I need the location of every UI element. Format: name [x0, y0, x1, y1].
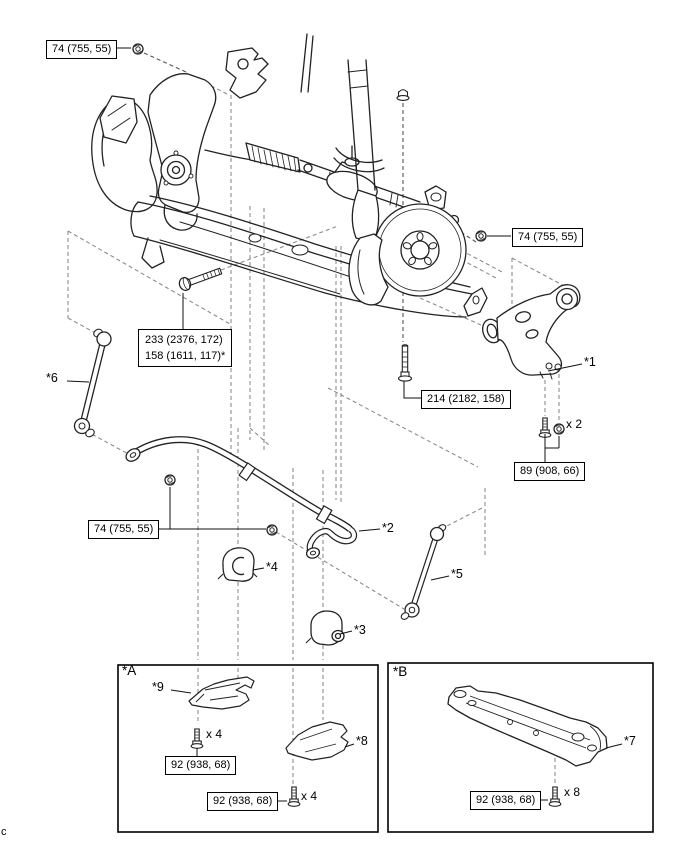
callout-inset-b-bolt: 92 (938, 68)	[470, 791, 541, 810]
bracket-9	[189, 677, 254, 709]
part-label-1: *1	[584, 355, 596, 369]
left-knuckle-brake-assembly	[92, 34, 313, 230]
bolt-inset-b	[549, 787, 561, 806]
figure-note: c	[1, 826, 7, 838]
callout-subframe-bolt: 214 (2182, 158)	[421, 390, 511, 409]
stabilizer-bar	[124, 440, 354, 560]
bolt-inset-a-left	[191, 729, 203, 748]
bolt-knuckle	[178, 265, 223, 292]
qty-inset-a-right: x 4	[301, 789, 318, 803]
qty-inset-b: x 8	[564, 785, 581, 799]
part-label-5: *5	[451, 567, 463, 581]
lower-control-arm	[480, 285, 580, 379]
nut-right	[476, 231, 486, 241]
inset-a-label: *A	[122, 663, 137, 678]
part-label-2: *2	[382, 521, 394, 535]
stabilizer-link-left	[75, 328, 112, 439]
callout-nut-top-left: 74 (755, 55)	[46, 40, 117, 59]
callout-stabilizer-nuts: 74 (755, 55)	[88, 520, 159, 539]
crossmember-brace	[448, 686, 607, 766]
flange-nut-top	[397, 90, 409, 101]
bolt-subframe	[399, 345, 412, 381]
callout-inset-a-bolt-left: 92 (938, 68)	[165, 756, 236, 775]
stabilizer-link-right	[400, 523, 447, 620]
inset-b-label: *B	[393, 664, 408, 679]
callout-nut-right: 74 (755, 55)	[512, 228, 583, 247]
part-label-8: *8	[356, 734, 368, 748]
nut-stabilizer-right	[267, 525, 277, 535]
part-label-4: *4	[266, 560, 278, 574]
callout-arm-bolt: 89 (908, 66)	[514, 462, 585, 481]
stabilizer-bushing-left	[218, 548, 257, 581]
callout-knuckle-bolt-line2: 158 (1611, 117)*	[145, 350, 226, 362]
bolt-inset-a-right	[288, 787, 300, 806]
part-label-7: *7	[624, 734, 636, 748]
part-label-9: *9	[152, 680, 164, 694]
nut-control-arm	[554, 424, 564, 434]
bracket-8	[286, 722, 348, 760]
nut-top-left	[133, 44, 143, 54]
callout-inset-a-bolt-right: 92 (938, 68)	[207, 792, 278, 811]
stabilizer-bushing-right	[306, 611, 344, 645]
callout-knuckle-bolt	[138, 329, 232, 367]
callout-knuckle-bolt-line1: 233 (2376, 172)	[145, 334, 223, 346]
nut-stabilizer-left	[165, 475, 175, 485]
qty-arm-bolt: x 2	[566, 417, 583, 431]
part-label-6: *6	[46, 371, 58, 385]
qty-inset-a-left: x 4	[206, 727, 223, 741]
part-label-3: *3	[354, 623, 366, 637]
